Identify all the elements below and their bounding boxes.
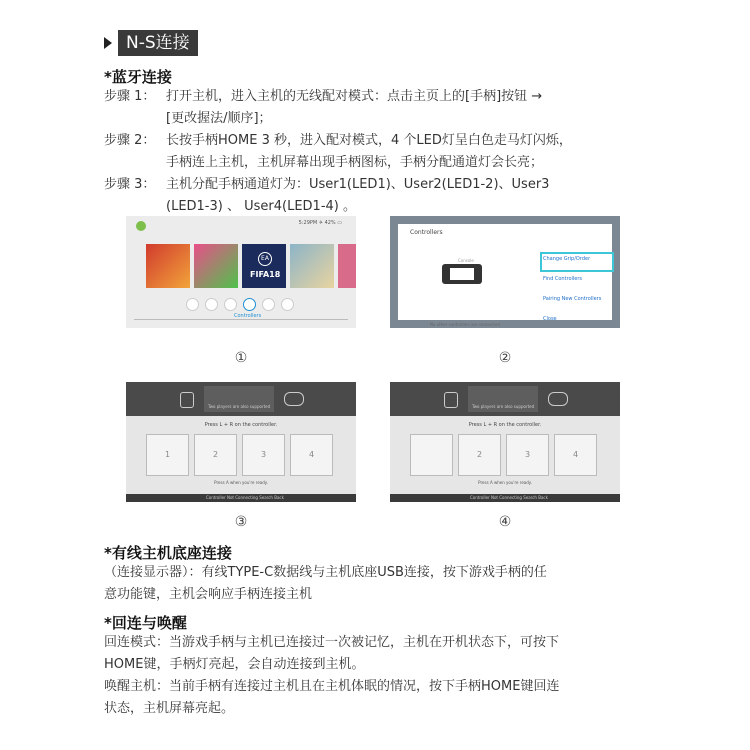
step-2-continued: 手柄连上主机，主机屏幕出现手柄图标，手柄分配通道灯会长亮；	[166, 155, 544, 170]
wake-text-line-2: 状态，主机屏幕亮起。	[104, 701, 235, 716]
figure-label-1: ①	[234, 350, 248, 366]
game-tile	[194, 244, 238, 288]
menu-change-grip[interactable]: Change Grip/Order	[543, 256, 591, 262]
home-icon-row	[186, 298, 294, 311]
footer-bar	[390, 494, 620, 502]
screenshot-grip-order	[126, 382, 356, 502]
footer-bar	[126, 494, 356, 502]
two-players-caption: Two players are also supported	[472, 404, 535, 409]
menu-pairing[interactable]: Pairing New Controllers	[543, 296, 602, 302]
step-1-label: 步骤 1：	[104, 89, 156, 104]
game-tile	[146, 244, 190, 288]
player-slot-3: 3	[242, 434, 285, 476]
wired-heading: *有线主机底座连接	[104, 544, 232, 562]
ea-logo: EA	[258, 252, 272, 266]
reconnect-heading: *回连与唤醒	[104, 614, 187, 632]
wired-text-line-2: 意功能键，主机会响应手柄连接主机	[104, 587, 313, 602]
power-icon[interactable]	[281, 298, 294, 311]
player-slot-1: 1	[146, 434, 189, 476]
figure-label-4: ④	[498, 514, 512, 530]
bluetooth-heading: *蓝牙连接	[104, 68, 172, 86]
screenshot-home-menu	[126, 216, 356, 328]
pro-controller-icon	[548, 392, 568, 406]
section-title: N-S连接	[118, 30, 198, 56]
menu-close[interactable]: Close	[543, 316, 557, 322]
footer-text: Controller Not Connecting Search Back	[206, 495, 284, 500]
news-icon[interactable]	[186, 298, 199, 311]
two-players-caption: Two players are also supported	[208, 404, 271, 409]
step-3-label: 步骤 3：	[104, 177, 156, 192]
menu-find-controllers[interactable]: Find Controllers	[543, 276, 583, 282]
selected-highlight	[540, 252, 614, 272]
player-slot-4: 4	[290, 434, 333, 476]
game-tile	[290, 244, 334, 288]
footer-text: Controller Not Connecting Search Back	[470, 495, 548, 500]
figure-label-2: ②	[498, 350, 512, 366]
album-icon[interactable]	[224, 298, 237, 311]
pro-controller-icon	[284, 392, 304, 406]
status-bar-time: 5:29PM ✈ 42% ▭	[298, 220, 342, 226]
settings-icon[interactable]	[262, 298, 275, 311]
bullet-arrow-icon	[104, 37, 112, 49]
player-slot-1-connected	[410, 434, 453, 476]
step-3	[104, 174, 549, 196]
controllers-panel	[398, 224, 612, 327]
figure-label-3: ③	[234, 514, 248, 530]
game-tile-fifa	[242, 244, 286, 288]
wired-text-line-1: （连接显示器）：有线TYPE-C数据线与主机底座USB连接，按下游戏手柄的任	[104, 565, 547, 580]
console-icon	[442, 264, 482, 284]
ready-instruction: Press A when you're ready.	[214, 480, 268, 485]
user-avatar	[136, 221, 146, 231]
section-header	[104, 30, 198, 56]
step-1-text: 打开主机，进入主机的无线配对模式：点击主页上的[手柄]按钮 →	[166, 89, 543, 104]
step-2-label: 步骤 2：	[104, 133, 156, 148]
reconnect-text-line-2: HOME键，手柄灯亮起，会自动连接到主机。	[104, 657, 365, 672]
player-slot-4: 4	[554, 434, 597, 476]
controllers-title: Controllers	[410, 229, 443, 236]
divider	[134, 319, 348, 320]
no-controllers-note: No other controllers are connected.	[430, 322, 502, 327]
eshop-icon[interactable]	[205, 298, 218, 311]
joycon-icon	[444, 392, 458, 408]
press-instruction: Press L + R on the controller.	[204, 422, 278, 428]
console-label: Console	[458, 258, 474, 263]
screenshot-grip-connected	[390, 382, 620, 502]
joycon-icon	[180, 392, 194, 408]
player-slot-2: 2	[458, 434, 501, 476]
fifa-label: FIFA18	[250, 270, 281, 279]
player-slot-3: 3	[506, 434, 549, 476]
game-tile	[338, 244, 356, 288]
reconnect-text-line-1: 回连模式：当游戏手柄与主机已连接过一次被记忆，主机在开机状态下，可按下	[104, 635, 560, 650]
ready-instruction: Press A when you're ready.	[478, 480, 532, 485]
step-2-text: 长按手柄HOME 3 秒，进入配对模式，4 个LED灯呈白色走马灯闪烁，	[166, 133, 572, 148]
step-1-continued: [更改握法/顺序]；	[166, 111, 272, 126]
top-band	[126, 382, 356, 416]
controllers-label: Controllers	[234, 313, 262, 319]
press-instruction: Press L + R on the controller.	[468, 422, 542, 428]
step-1	[104, 86, 542, 108]
wake-text-line-1: 唤醒主机：当前手柄有连接过主机且在主机体眠的情况，按下手柄HOME键回连	[104, 679, 560, 694]
step-2	[104, 130, 572, 152]
controllers-icon[interactable]	[243, 298, 256, 311]
step-3-continued: (LED1-3) 、 User4(LED1-4) 。	[166, 199, 356, 214]
top-band	[390, 382, 620, 416]
step-3-text: 主机分配手柄通道灯为：User1(LED1)、User2(LED1-2)、User3	[166, 177, 550, 192]
player-slot-2: 2	[194, 434, 237, 476]
screenshot-controllers-menu	[390, 216, 620, 328]
